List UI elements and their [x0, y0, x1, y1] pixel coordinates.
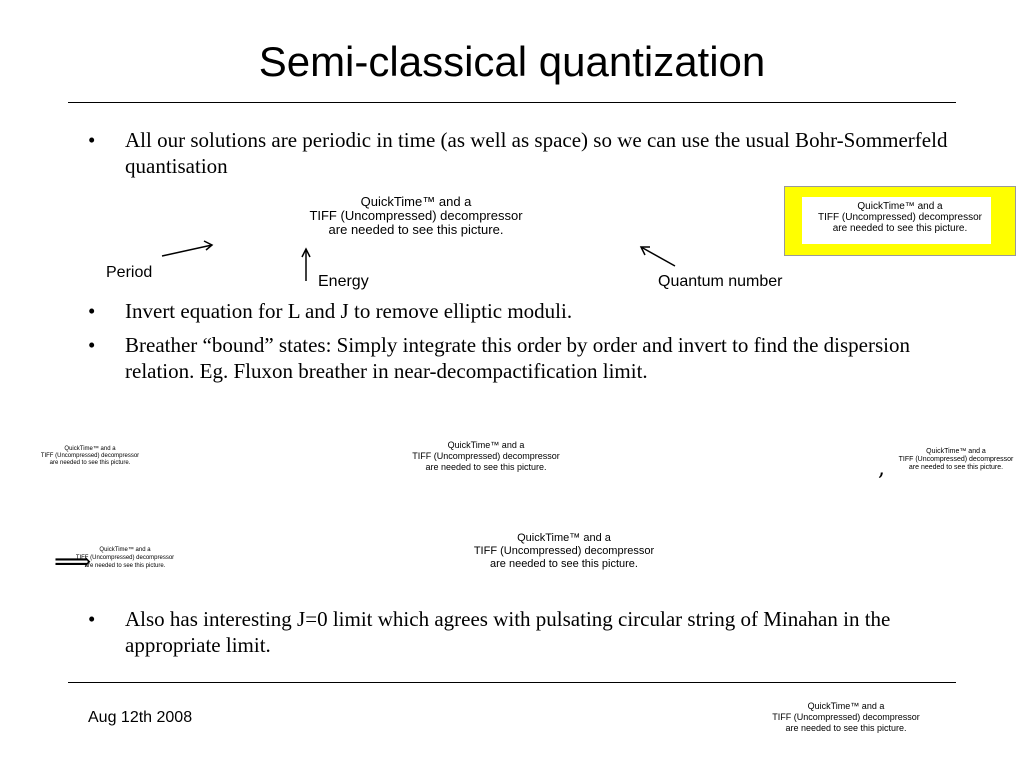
energy-label: Energy	[318, 273, 369, 290]
equation-image-placeholder: QuickTime™ and a TIFF (Uncompressed) decompressor are needed to see this picture.	[309, 194, 523, 237]
bullet-4	[88, 606, 948, 658]
bullet-1-text: All our solutions are periodic in time (as well as space) so we can use the usual Bohr-Sommerfeld quantisation	[125, 128, 948, 178]
bullet-3	[88, 332, 948, 384]
equation-image-placeholder: QuickTime™ and a TIFF (Uncompressed) decompressor are needed to see this picture.	[40, 446, 140, 466]
equation-image-placeholder: QuickTime™ and a TIFF (Uncompressed) decompressor are needed to see this picture.	[898, 448, 1014, 471]
slide-title: Semi-classical quantization	[258, 38, 766, 85]
period-label: Period	[106, 264, 153, 281]
equation-image-placeholder: QuickTime™ and a TIFF (Uncompressed) decompressor are needed to see this picture.	[473, 532, 655, 570]
bullet-4-text: Also has interesting J=0 limit which agrees with pulsating circular string of Minahan in the appropriate limit.	[125, 607, 891, 657]
title-divider	[68, 102, 956, 103]
quantum-number-arrow-head	[641, 247, 650, 255]
energy-arrow-head	[302, 249, 310, 257]
implies-arrow-symbol: ⟹	[54, 547, 92, 577]
bullet-marker: •	[88, 607, 96, 631]
bullet-2-text: Invert equation for L and J to remove elliptic moduli.	[125, 299, 573, 323]
highlighted-equation-placeholder: QuickTime™ and a TIFF (Uncompressed) decompressor are needed to see this picture.	[818, 201, 982, 234]
quantum-number-arrow	[641, 247, 675, 266]
period-arrow-head	[204, 241, 212, 250]
bullet-1	[88, 127, 948, 179]
equation-image-placeholder: QuickTime™ and a TIFF (Uncompressed) decompressor are needed to see this picture.	[412, 440, 560, 472]
footer-divider	[68, 682, 956, 683]
bullet-marker: •	[88, 299, 96, 323]
bullet-2	[88, 298, 948, 324]
bullet-marker: •	[88, 333, 96, 357]
bullet-3-text: Breather “bound” states: Simply integrate this order by order and invert to find the dispersion relation. Eg. Fluxon breather in near-decompactification limit.	[125, 333, 910, 383]
highlighted-equation-box	[784, 186, 1016, 256]
bullet-marker: •	[88, 128, 96, 152]
footer-date: Aug 12th 2008	[88, 709, 193, 726]
comma-symbol: ,	[878, 456, 885, 481]
footer-image-placeholder: QuickTime™ and a TIFF (Uncompressed) decompressor are needed to see this picture.	[772, 701, 920, 733]
quantum-number-label: Quantum number	[658, 273, 783, 290]
equation-image-placeholder: QuickTime™ and a TIFF (Uncompressed) decompressor are needed to see this picture.	[75, 547, 175, 569]
period-arrow	[162, 245, 212, 256]
